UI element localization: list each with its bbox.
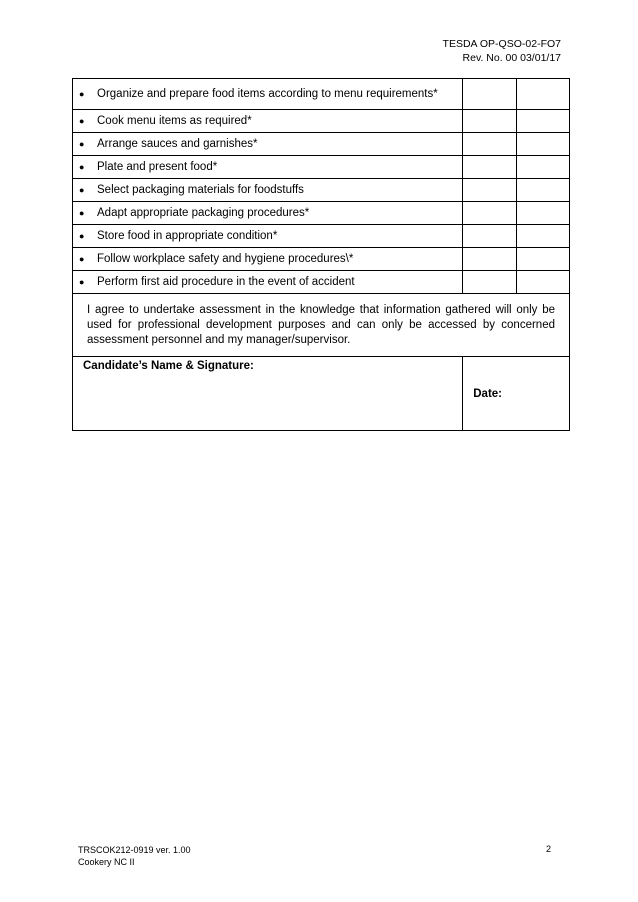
checkbox-cell-yes[interactable] — [463, 133, 516, 156]
checkbox-cell-no[interactable] — [516, 156, 569, 179]
checklist-item — [73, 110, 463, 133]
checkbox-cell-no[interactable] — [516, 248, 569, 271]
bullet-icon: ● — [79, 276, 85, 287]
checklist-item — [73, 202, 463, 225]
checklist-item — [73, 248, 463, 271]
checklist-row — [73, 202, 570, 225]
candidate-name-signature-field[interactable] — [73, 357, 463, 431]
candidate-name-label: Candidate’s Name & Signature: — [83, 360, 254, 372]
bullet-icon: ● — [79, 184, 85, 195]
checkbox-cell-yes[interactable] — [463, 179, 516, 202]
checkbox-cell-no[interactable] — [516, 225, 569, 248]
date-field[interactable] — [463, 357, 570, 431]
checklist-item — [73, 179, 463, 202]
checkbox-cell-yes[interactable] — [463, 156, 516, 179]
checklist-item — [73, 156, 463, 179]
checkbox-cell-yes[interactable] — [463, 110, 516, 133]
checkbox-cell-no[interactable] — [516, 179, 569, 202]
checklist-row — [73, 133, 570, 156]
bullet-icon: ● — [79, 253, 85, 264]
checklist-item-label: Perform first aid procedure in the event of accident — [97, 275, 355, 288]
checklist-row — [73, 179, 570, 202]
checkbox-cell-no[interactable] — [516, 271, 569, 294]
checklist-row — [73, 271, 570, 294]
page-number: 2 — [546, 844, 552, 854]
checklist-item-label: Cook menu items as required* — [97, 114, 252, 127]
checklist-row — [73, 110, 570, 133]
footer-code: TRSCOK212-0919 ver. 1.00 — [78, 845, 191, 855]
bullet-icon: ● — [79, 207, 85, 218]
checklist-item — [73, 225, 463, 248]
bullet-icon: ● — [79, 161, 85, 172]
checkbox-cell-yes[interactable] — [463, 271, 516, 294]
checklist-item-label: Arrange sauces and garnishes* — [97, 137, 258, 150]
checkbox-cell-yes[interactable] — [463, 79, 516, 110]
checklist-row — [73, 79, 570, 110]
checklist-item — [73, 133, 463, 156]
checklist-row — [73, 248, 570, 271]
agreement-row — [73, 294, 570, 357]
footer-qualification: Cookery NC II — [78, 857, 135, 867]
bullet-icon: ● — [79, 138, 85, 149]
checklist-item-label: Plate and present food* — [97, 160, 218, 173]
document-header — [443, 37, 561, 65]
checklist-item-label: Adapt appropriate packaging procedures* — [97, 206, 310, 219]
revision-number: Rev. No. 00 03/01/17 — [462, 52, 561, 64]
checkbox-cell-no[interactable] — [516, 202, 569, 225]
competency-checklist-table — [72, 78, 570, 431]
bullet-icon: ● — [79, 230, 85, 241]
checklist-row — [73, 156, 570, 179]
checkbox-cell-yes[interactable] — [463, 248, 516, 271]
footer — [78, 844, 191, 868]
checkbox-cell-yes[interactable] — [463, 225, 516, 248]
checklist-row — [73, 225, 570, 248]
bullet-icon: ● — [79, 88, 85, 99]
checkbox-cell-no[interactable] — [516, 79, 569, 110]
checklist-item-label: Follow workplace safety and hygiene procedures\* — [97, 252, 354, 265]
date-label: Date: — [473, 387, 503, 400]
agreement-text: I agree to undertake assessment in the knowledge that information gathered will only be used for professional development purposes and can only be accessed by concerned assessment personnel and my manager/supervisor. — [73, 294, 570, 357]
signature-row — [73, 357, 570, 431]
checklist-item-label: Select packaging materials for foodstuffs — [97, 183, 304, 196]
checklist-item-label: Organize and prepare food items according to menu requirements* — [97, 87, 438, 100]
bullet-icon: ● — [79, 115, 85, 126]
checkbox-cell-no[interactable] — [516, 133, 569, 156]
checklist-item — [73, 79, 463, 110]
checkbox-cell-no[interactable] — [516, 110, 569, 133]
document-code: TESDA OP-QSO-02-FO7 — [442, 38, 561, 50]
checklist-item — [73, 271, 463, 294]
checkbox-cell-yes[interactable] — [463, 202, 516, 225]
checklist-item-label: Store food in appropriate condition* — [97, 229, 278, 242]
